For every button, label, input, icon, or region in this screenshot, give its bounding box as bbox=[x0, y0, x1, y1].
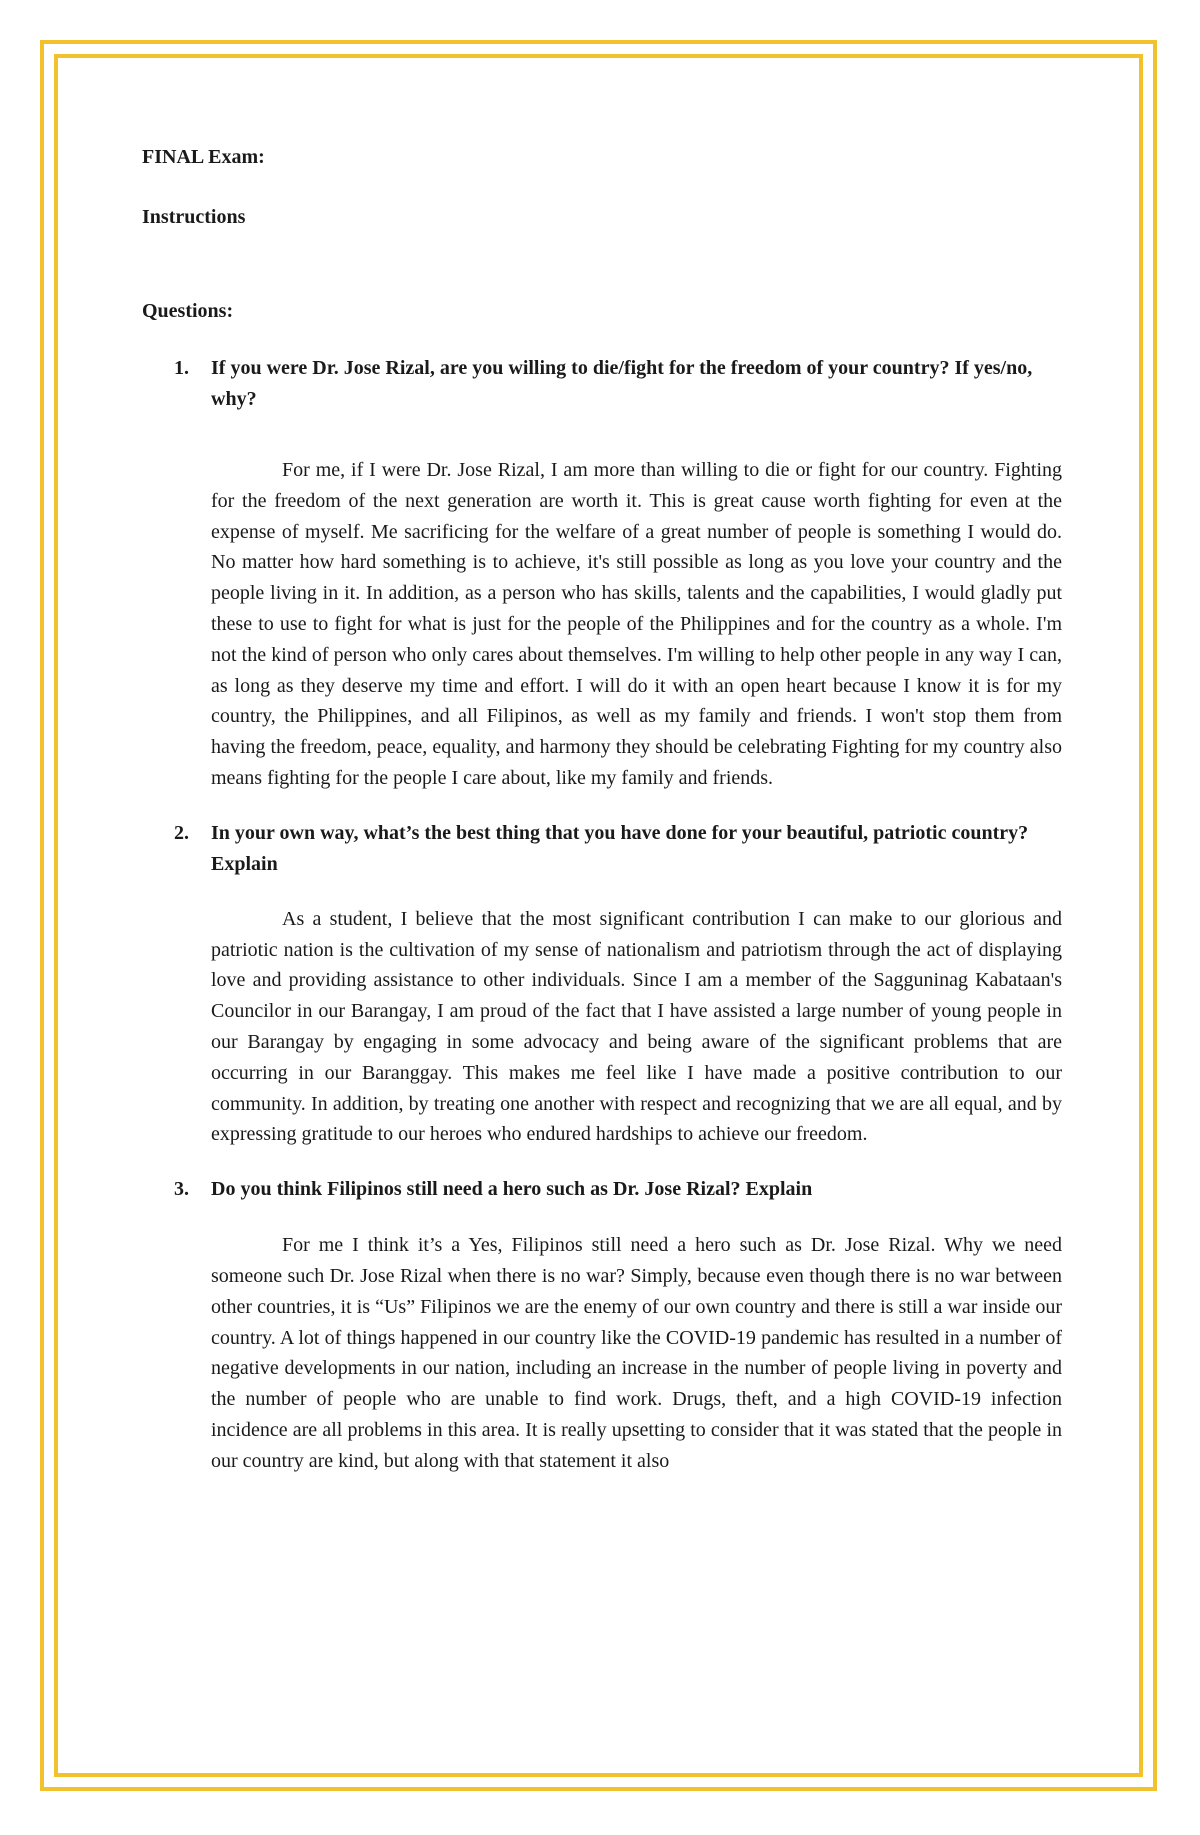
question-1 bbox=[174, 353, 1062, 415]
question-text: In your own way, what’s the best thing that you have done for your beautiful, patriotic country? Explain bbox=[211, 821, 1029, 875]
exam-title: FINAL Exam: bbox=[142, 146, 265, 168]
answer-1: For me, if I were Dr. Jose Rizal, I am more than willing to die or fight for our country. Fighting for the freedom of the next generation are worth it. This is great cause worth fighting for even at the expense of myself. Me sacrificing for the welfare of a great number of people is something I would do. No matter how hard something is to achieve, it's still possible as long as you love your country and the people living in it. In addition, as a person who has skills, talents and the capabilities, I would gladly put these to use to fight for what is just for the people of the Philippines and for the country as a whole. I'm not the kind of person who only cares about themselves. I'm willing to help other people in any way I can, as long as they deserve my time and effort. I will do it with an open heart because I know it is for my country, the Philippines, and all Filipinos, as well as my family and friends. I won't stop them from having the freedom, peace, equality, and harmony they should be celebrating Fighting for my country also means fighting for the people I care about, like my family and friends. bbox=[211, 459, 1062, 789]
answer-3: For me I think it’s a Yes, Filipinos still need a hero such as Dr. Jose Rizal. Why we need someone such Dr. Jose Rizal when there is no war? Simply, because even though there is no war between other countries, it is “Us” Filipinos we are the enemy of our own country and there is still a war inside our country. A lot of things happened in our country like the COVID-19 pandemic has resulted in a number of negative developments in our nation, including an increase in the number of people living in poverty and the number of people who are unable to find work. Drugs, theft, and a high COVID-19 infection incidence are all problems in this area. It is really upsetting to consider that it was stated that the people in our country are kind, but along with that statement it also bbox=[211, 1234, 1062, 1472]
document-body bbox=[142, 142, 1062, 1477]
questions-heading: Questions: bbox=[142, 300, 234, 322]
question-3 bbox=[174, 1174, 1062, 1205]
question-number: 3. bbox=[174, 1178, 189, 1201]
question-text: Do you think Filipinos still need a hero such as Dr. Jose Rizal? Explain bbox=[211, 1178, 813, 1201]
question-number: 1. bbox=[174, 357, 189, 379]
question-2 bbox=[174, 818, 1062, 880]
answer-2: As a student, I believe that the most significant contribution I can make to our glorious and patriotic nation is the cultivation of my sense of nationalism and patriotism through the act of displaying love and providing assistance to other individuals. Since I am a member of the Sagguninag Kabataan's Councilor in our Barangay, I am proud of the fact that I have assisted a large number of young people in our Barangay by engaging in some advocacy and being aware of the significant problems that are occurring in our Baranggay. This makes me feel like I have made a positive contribution to our community. In addition, by treating one another with respect and recognizing that we are all equal, and by expressing gratitude to our heroes who endured hardships to achieve our freedom. bbox=[211, 907, 1062, 1146]
instructions-heading: Instructions bbox=[142, 206, 246, 228]
question-number: 2. bbox=[174, 821, 189, 844]
question-text: If you were Dr. Jose Rizal, are you willing to die/fight for the freedom of your country? If yes/no, why? bbox=[211, 357, 1033, 410]
